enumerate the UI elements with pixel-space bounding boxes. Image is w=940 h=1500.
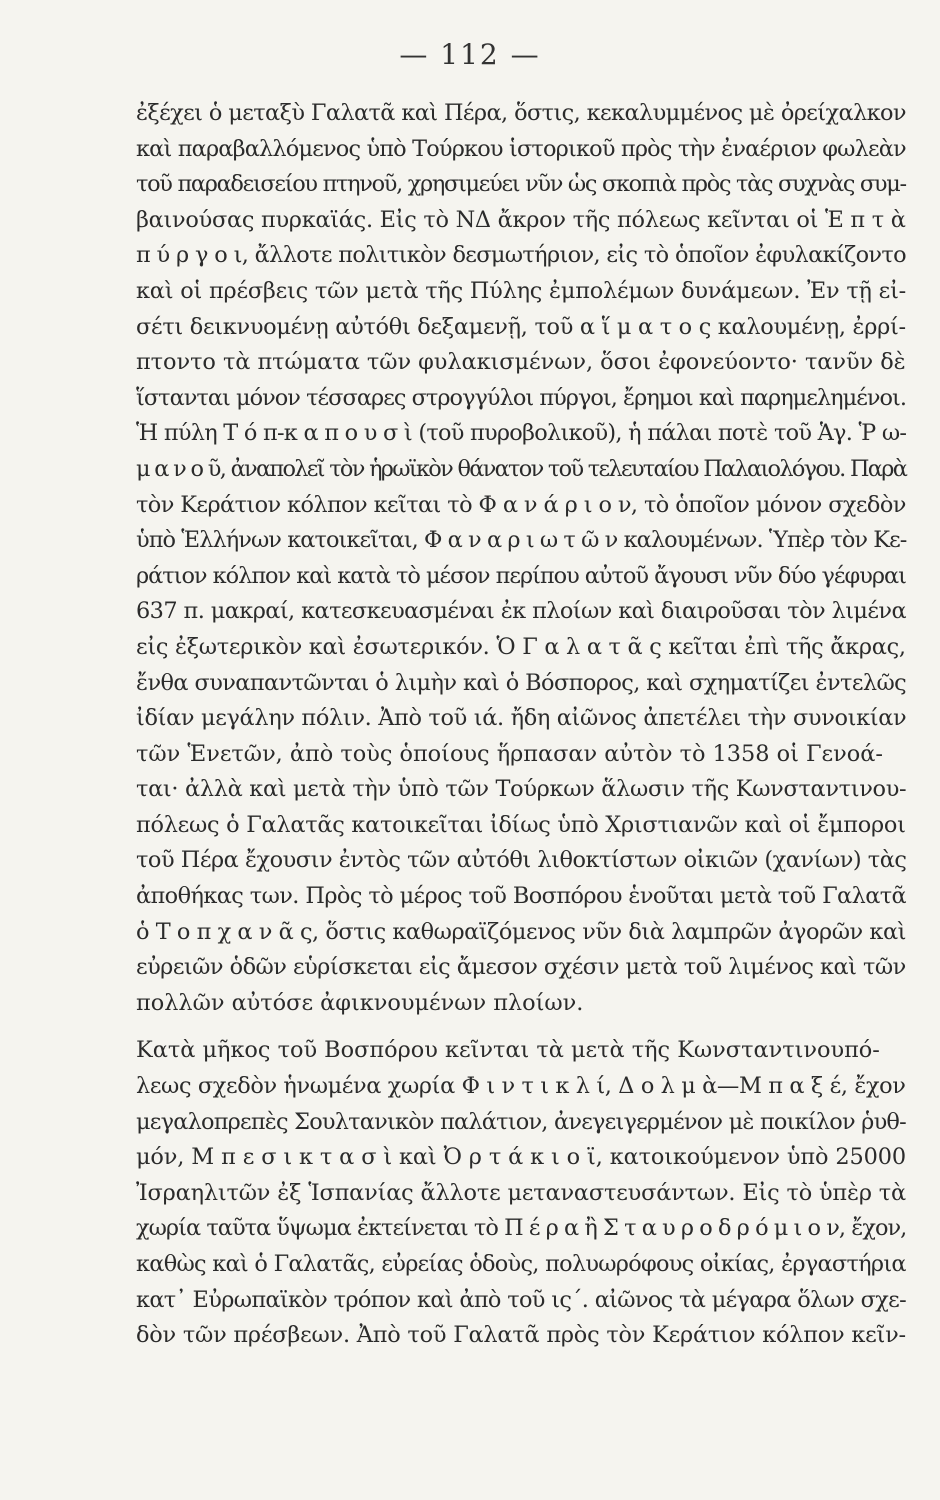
text-line: εἰς ἐξωτερικὸν καὶ ἐσωτερικόν. Ὁ Γ α λ α τ ᾶ ς κεῖται ἐπὶ τῆς ἄκρας, [136,633,906,660]
text-line: βαινούσας πυρκαϊάς. Εἰς τὸ ΝΔ ἄκρον τῆς πόλεως κεῖνται οἱ Ἑ π τ ὰ [136,206,906,233]
text-line: δὸν τῶν πρέσβεων. Ἀπὸ τοῦ Γαλατᾶ πρὸς τὸν Κεράτιον κόλπον κεῖν- [136,1322,906,1349]
text-line: Ἡ πύλη Τ ό π-κ α π ο υ σ ὶ (τοῦ πυροβολικοῦ), ἡ πάλαι ποτὲ τοῦ Ἁγ. Ῥ ω- [136,420,907,447]
text-line: λεως σχεδὸν ἡνωμένα χωρία Φ ι ν τ ι κ λ ί, Δ ο λ μ ὰ—Μ π α ξ έ, ἔχον [136,1073,906,1100]
text-line: χωρία ταῦτα ὕψωμα ἐκτείνεται τὸ Π έ ρ α ἢ Σ τ α υ ρ ο δ ρ ό μ ι ο ν, ἔχον, [136,1215,907,1242]
text-line: ἵστανται μόνον τέσσαρες στρογγύλοι πύργοι, ἔρημοι καὶ παρημελημένοι. [136,384,907,411]
text-line: 637 π. μακραί, κατεσκευασμέναι ἐκ πλοίων καὶ διαιροῦσαι τὸν λιμένα [136,598,906,625]
text-line: ὁ Τ ο π χ α ν ᾶ ς, ὅστις καθωραϊζόμενος νῦν διὰ λαμπρῶν ἀγορῶν καὶ [136,918,906,945]
text-line: π ύ ρ γ ο ι, ἄλλοτε πολιτικὸν δεσμωτήριον, εἰς τὸ ὁποῖον ἐφυλακίζοντο [136,242,906,269]
text-line: κατ᾽ Εὐρωπαϊκὸν τρόπον καὶ ἀπὸ τοῦ ις΄. αἰῶνος τὰ μέγαρα ὅλων σχε- [136,1286,907,1313]
text-line: μόν, Μ π ε σ ι κ τ α σ ὶ καὶ Ὀ ρ τ ά κ ι ο ϊ, κατοικούμενον ὑπὸ 25000 [136,1144,907,1171]
paragraph-2 [136,1033,906,1353]
text-line: τοῦ παραδεισείου πτηνοῦ, χρησιμεύει νῦν ὡς σκοπιὰ πρὸς τὰς συχνὰς συμ- [136,171,906,198]
text-line: πόλεως ὁ Γαλατᾶς κατοικεῖται ἰδίως ὑπὸ Χριστιανῶν καὶ οἱ ἔμποροι [136,811,906,838]
text-line: ἐξέχει ὁ μεταξὺ Γαλατᾶ καὶ Πέρα, ὅστις, κεκαλυμμένος μὲ ὀρείχαλκον [136,100,906,126]
text-line: ἔνθα συναπαντῶνται ὁ λιμὴν καὶ ὁ Βόσπορος, καὶ σχηματίζει ἐντελῶς [136,669,907,696]
page-number: — 112 — [399,38,541,71]
body-text [136,96,906,1354]
text-line: ἰδίαν μεγάλην πόλιν. Ἀπὸ τοῦ ιά. ἤδη αἰῶνος ἀπετέλει τὴν συνοικίαν [136,705,907,732]
text-line: καθὼς καὶ ὁ Γαλατᾶς, εὐρείας ὁδοὺς, πολυωρόφους οἰκίας, ἐργαστήρια [136,1251,906,1277]
text-line: εὐρειῶν ὁδῶν εὑρίσκεται εἰς ἄμεσον σχέσιν μετὰ τοῦ λιμένος καὶ τῶν [136,954,906,981]
text-line: καὶ παραβαλλόμενος ὑπὸ Τούρκου ἱστορικοῦ πρὸς τὴν ἐναέριον φωλεὰν [136,135,906,162]
text-line: ὑπὸ Ἑλλήνων κατοικεῖται, Φ α ν α ρ ι ω τ ῶ ν καλουμένων. Ὑπὲρ τὸν Κε- [136,527,907,554]
paragraph-gap [136,1021,906,1033]
paragraph-1 [136,96,906,1021]
text-line: μεγαλοπρεπὲς Σουλτανικὸν παλάτιον, ἀνεγειγερμένον μὲ ποικίλον ῥυθ- [136,1108,906,1135]
text-line: σέτι δεικνυομένῃ αὐτόθι δεξαμενῇ, τοῦ α ἵ μ α τ ο ς καλουμένῃ, ἐρρί- [136,313,906,340]
text-line: Ἰσραηλιτῶν ἐξ Ἱσπανίας ἄλλοτε μεταναστευσάντων. Εἰς τὸ ὑπὲρ τὰ [136,1179,906,1206]
text-line: πολλῶν αὐτόσε ἀφικνουμένων πλοίων. [136,989,584,1016]
text-line: ται· ἀλλὰ καὶ μετὰ τὴν ὑπὸ τῶν Τούρκων ἅλωσιν τῆς Κωνσταντινου- [136,776,907,803]
text-line: Κατὰ μῆκος τοῦ Βοσπόρου κεῖνται τὰ μετὰ τῆς Κωνσταντινουπό- [136,1037,880,1064]
text-line: τὸν Κεράτιον κόλπον κεῖται τὸ Φ α ν ά ρ ι ο ν, τὸ ὁποῖον μόνον σχεδὸν [136,491,906,518]
text-line: τοῦ Πέρα ἔχουσιν ἐντὸς τῶν αὐτόθι λιθοκτίστων οἰκιῶν (χανίων) τὰς [136,847,907,874]
text-line: ράτιον κόλπον καὶ κατὰ τὸ μέσον περίπου αὐτοῦ ἄγουσι νῦν δύο γέφυραι [136,562,906,589]
text-line: πτοντο τὰ πτώματα τῶν φυλακισμένων, ὅσοι ἐφονεύοντο· τανῦν δὲ [136,349,906,376]
text-line: μ α ν ο ῦ, ἀναπολεῖ τὸν ἡρωϊκὸν θάνατον τοῦ τελευταίου Παλαιολόγου. Παρὰ [136,455,907,482]
text-line: ἀποθήκας των. Πρὸς τὸ μέρος τοῦ Βοσπόρου ἑνοῦται μετὰ τοῦ Γαλατᾶ [136,883,907,910]
text-line: τῶν Ἑνετῶν, ἀπὸ τοὺς ὁποίους ἥρπασαν αὐτὸν τὸ 1358 οἱ Γενοά- [136,740,883,767]
text-line: καὶ οἱ πρέσβεις τῶν μετὰ τῆς Πύλης ἐμπολέμων δυνάμεων. Ἐν τῇ εἰ- [136,277,907,304]
